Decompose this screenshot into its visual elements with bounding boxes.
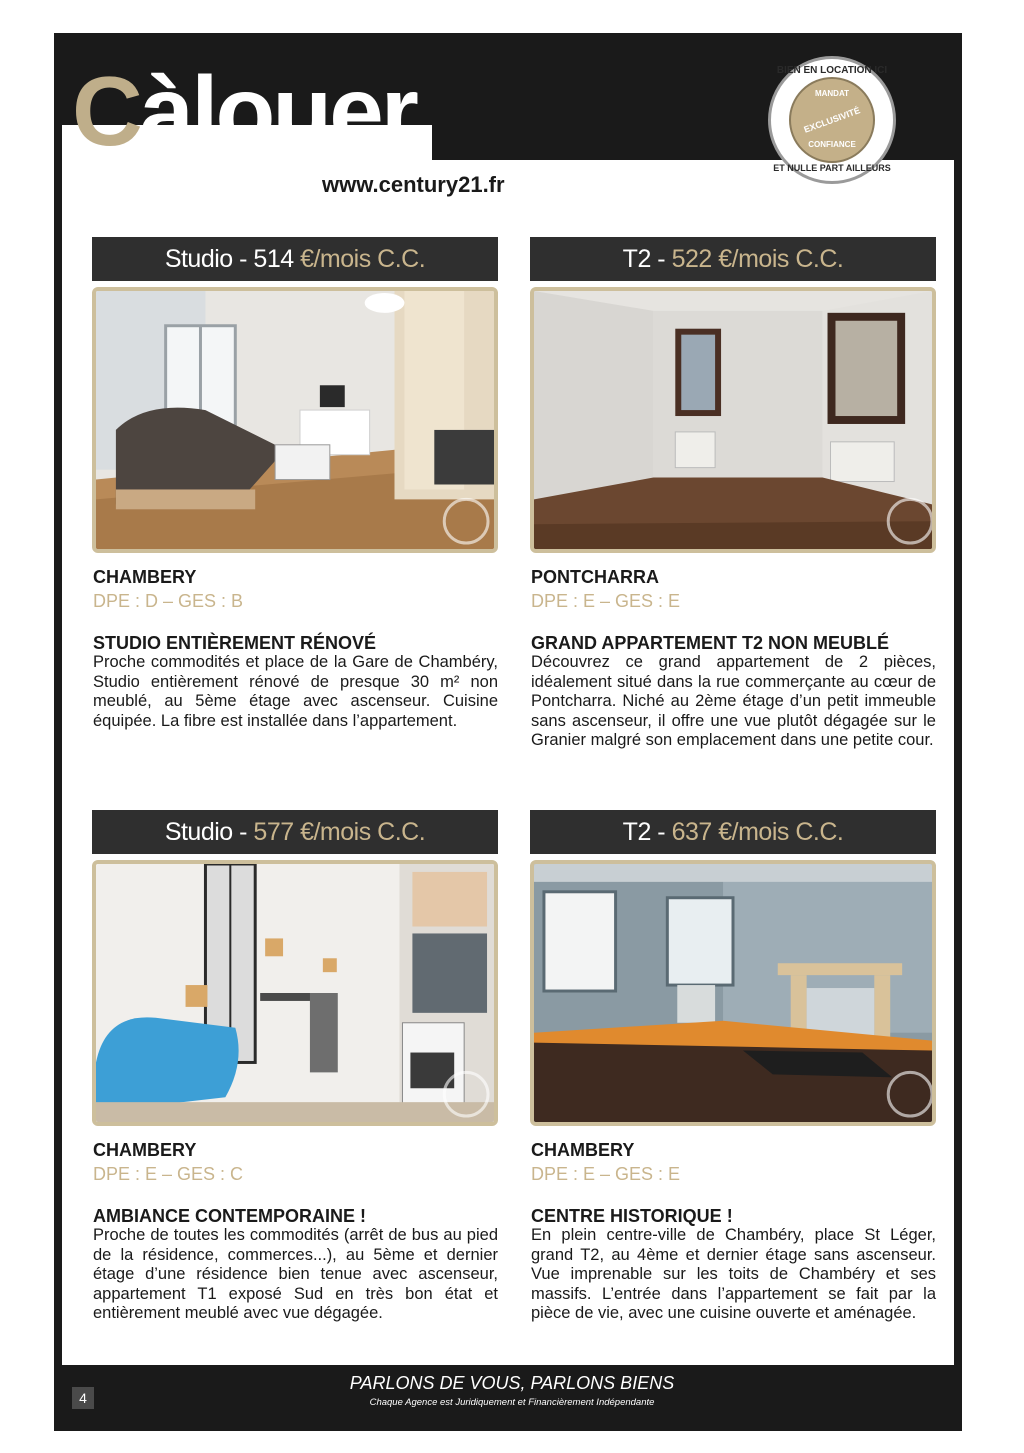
listing-photo[interactable] — [92, 287, 498, 553]
t2-room-photo-illustration — [534, 291, 932, 549]
price-bar — [92, 810, 498, 854]
stamp-middle-bottom: CONFIANCE — [808, 140, 856, 149]
stamp-top-text: BIEN EN LOCATION ICI — [776, 65, 888, 76]
stamp-seal — [789, 77, 875, 163]
listing-city: PONTCHARRA — [531, 567, 659, 587]
footer-legal: Chaque Agence est Juridiquement et Financièrement Indépendante — [369, 1397, 655, 1408]
listing-photo[interactable] — [92, 860, 498, 1126]
listing-type: Studio - — [164, 245, 254, 273]
listing-city: CHAMBERY — [531, 1140, 635, 1160]
listing-city: CHAMBERY — [93, 1140, 197, 1160]
stamp-middle-top: MANDAT — [814, 89, 850, 98]
stamp-middle: EXCLUSIVITÉ — [802, 105, 862, 135]
exclusivity-stamp — [768, 56, 896, 184]
listing-price: 514 — [253, 245, 294, 273]
logo-rest: àlouer — [139, 56, 416, 166]
listing-photo[interactable] — [530, 287, 936, 553]
listing-price: 522 €/mois C.C. — [671, 245, 844, 273]
stamp-bottom-text: ET NULLE PART AILLEURS — [773, 163, 891, 173]
price-bar — [530, 237, 936, 281]
studio-photo-illustration — [96, 291, 494, 549]
listing-type: T2 - — [622, 245, 672, 273]
calouer-logo — [72, 56, 416, 166]
listing-type: Studio - — [164, 818, 254, 846]
listing-dpe: DPE : E – GES : E — [531, 1164, 681, 1184]
page-number: 4 — [72, 1387, 94, 1409]
price-bar — [530, 810, 936, 854]
listing-dpe: DPE : E – GES : C — [93, 1164, 244, 1184]
studio-kitchen-photo-illustration — [96, 864, 494, 1122]
listing-description: Proche de toutes les commodités (arrêt de bus au pied de la résidence, commerces...), au 5ème et dernier étage d’une résidence bien tenue avec ascenseur, appartement T1 exposé Sud en très bon état et entièrement meublé avec vue dégagée. — [93, 1226, 498, 1323]
listing-title: AMBIANCE CONTEMPORAINE ! — [93, 1206, 366, 1226]
logo-initial: C — [72, 56, 140, 166]
listing-dpe: DPE : E – GES : E — [531, 591, 681, 611]
listing-city: CHAMBERY — [93, 567, 197, 587]
listing-price: 577 €/mois C.C. — [253, 818, 426, 846]
listing-description: Proche commodités et place de la Gare de Chambéry, Studio entièrement rénové de presque 30 m² non meublé, au 5ème étage avec ascenseur. Cuisine équipée. La fibre est installée dans l’appartement. — [93, 653, 498, 730]
listing-dpe: DPE : D – GES : B — [93, 591, 244, 611]
listing-type: T2 - — [622, 818, 672, 846]
listing-description: En plein centre-ville de Chambéry, place St Léger, grand T2, au 4ème et dernier étage sans ascenseur. Vue imprenable sur les toits de Chambéry et ses massifs. L’entrée dans l’appartement se fait par la pièce de vie, avec une cuisine ouverte et aménagée. — [531, 1226, 936, 1323]
listing-price: 637 €/mois C.C. — [671, 818, 844, 846]
footer-slogan: PARLONS DE VOUS, PARLONS BIENS — [349, 1373, 675, 1393]
fireplace-room-photo-illustration — [534, 864, 932, 1122]
listing-description: Découvrez ce grand appartement de 2 pièces, idéalement situé dans la rue commerçante au cœur de Pontcharra. Niché au 2ème étage d’un petit immeuble sans ascenseur, il offre une vue plutôt dégagée sur le Granier malgré son emplacement dans une petite cour. — [531, 653, 936, 750]
price-bar — [92, 237, 498, 281]
listing-title: CENTRE HISTORIQUE ! — [531, 1206, 733, 1226]
listing-photo[interactable] — [530, 860, 936, 1126]
listing-title: STUDIO ENTIÈREMENT RÉNOVÉ — [93, 633, 377, 653]
listing-price-suffix: €/mois C.C. — [293, 245, 426, 273]
website-link[interactable]: www.century21.fr — [322, 172, 505, 197]
listing-title: GRAND APPARTEMENT T2 NON MEUBLÉ — [531, 633, 890, 653]
